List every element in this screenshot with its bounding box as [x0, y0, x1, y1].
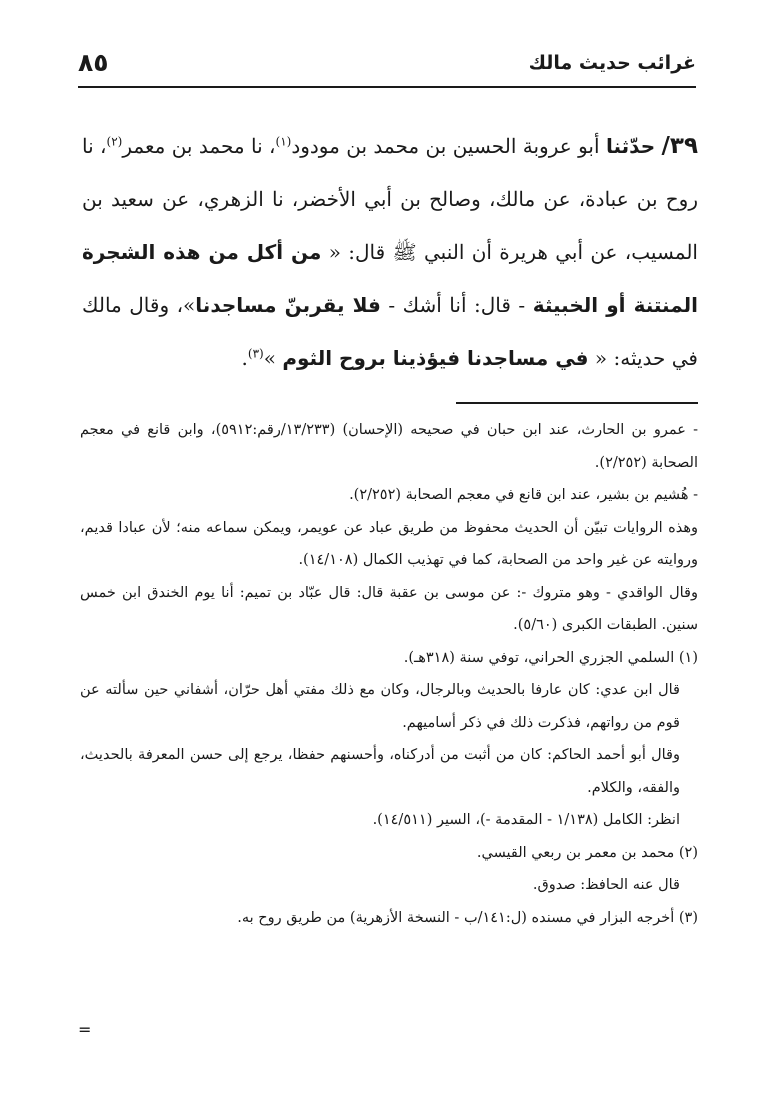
footnote-line: وقال الواقدي - وهو متروك -: عن موسى بن عقبة قال: قال عبّاد بن تميم: أنا يوم الخندق ابن خمس سنين. الطبقات الكبرى (٥/٦٠). [80, 584, 698, 633]
footnote-line: وهذه الروايات تبيّن أن الحديث محفوظ من طريق عباد عن عويمر، ويمكن سماعه منه؛ لأن عبادا قديم، وروايته عن غير واحد من الصحابة، كما في تهذيب الكمال (١٤/١٠٨). [80, 519, 698, 568]
footnote-line: انظر: الكامل (١/١٣٨ - المقدمة -)، السير (١٤/٥١١). [372, 812, 680, 828]
malik-variant-intro: »، وقال مالك في حديثه: « [82, 293, 698, 370]
footnote-line: - هُشيم بن بشير، عند ابن قانع في معجم الصحابة (٢/٢٥٢). [349, 487, 698, 503]
narrator-doubt: - قال: أنا أشك - [388, 293, 526, 317]
footnote-2: (٢) محمد بن معمر بن ربعي القيسي. [476, 844, 698, 861]
hadith-opening: حدّثنا [605, 134, 656, 158]
matn-quote-2: فلا يقربنّ مساجدنا [195, 293, 381, 317]
page-end-mark: = [78, 1020, 92, 1039]
isnad-part-1: أبو عروبة الحسين بن محمد بن مودود [291, 134, 600, 158]
footnote-3: (٣) أخرجه البزار في مسنده (ل:١٤١/ب - النسخة الأزهرية) من طريق روح به. [237, 909, 698, 926]
footnote-1: (١) السلمي الجزري الحراني، توفي سنة (٣١٨هـ). [403, 649, 698, 666]
matn-quote-1: من أكل من هذه الشجرة المنتنة أو الخبيثة [82, 240, 698, 317]
footnote-line: - عمرو بن الحارث، عند ابن حبان في صحيحه (الإحسان) (١٣/٢٣٣/رقم:٥٩١٢)، وابن قانع في معجم الصحابة (٢/٢٥٢). [80, 422, 698, 471]
hadith-number: ٣٩/ [661, 133, 698, 159]
footnote-ref-1: (١) [275, 134, 292, 149]
footnote-ref-3: (٣) [247, 346, 264, 361]
footnotes-section [80, 414, 698, 934]
footnote-divider [456, 402, 698, 404]
quote-close: » [263, 346, 276, 370]
page-header [78, 48, 696, 84]
matn-quote-3: في مساجدنا فيؤذينا بروح الثوم [282, 346, 589, 370]
header-divider [78, 86, 696, 88]
final-period: . [241, 346, 248, 370]
running-title: غرائب حديث مالك [528, 52, 696, 74]
footnote-line: قال عنه الحافظ: صدوق. [532, 877, 680, 893]
footnote-line: وقال أبو أحمد الحاكم: كان من أثبت من أدركناه، وأحسنهم حفظا، يرجع إلى حسن المعرفة بالحديث، والفقه، والكلام. [80, 747, 680, 796]
page-number: ٨٥ [78, 48, 109, 77]
isnad-part-2: ، نا محمد بن معمر [122, 134, 276, 158]
hadith-text [82, 120, 698, 385]
footnote-ref-2: (٢) [106, 134, 123, 149]
isnad-part-3: ، نا روح بن عبادة، عن مالك، وصالح بن أبي الأخضر، نا الزهري، عن سعيد بن المسيب، عن أبي هريرة أن النبي ﷺ قال: « [82, 134, 698, 264]
hadith-paragraph [82, 120, 698, 385]
footnote-line: قال ابن عدي: كان عارفا بالحديث وبالرجال، وكان مع ذلك مفتي أهل حرّان، أشفاني حين سألته عن قوم من رواتهم، فذكرت ذلك في ذكر أساميهم. [80, 682, 680, 731]
